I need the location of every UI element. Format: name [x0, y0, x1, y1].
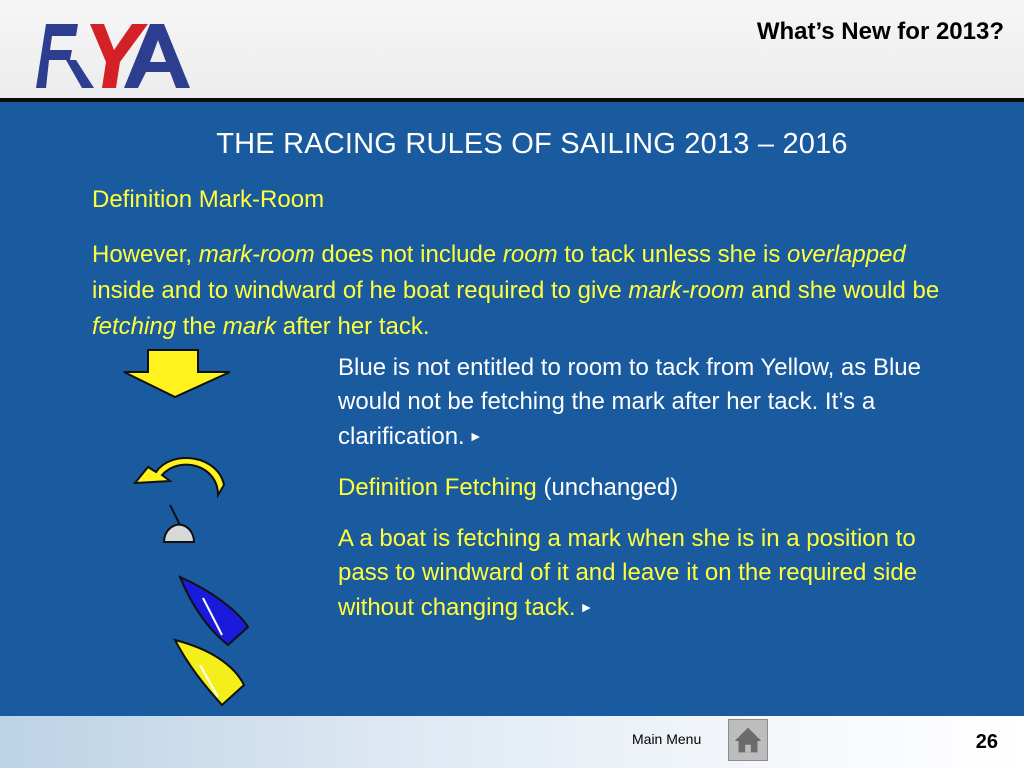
fetching-definition-text: A a boat is fetching a mark when she is in a position to pass to windward of it and leave it on the required side without changing tack.	[338, 525, 918, 621]
para-text: does not include	[314, 241, 503, 268]
home-door	[745, 745, 751, 753]
main-menu-link[interactable]: Main Menu	[632, 731, 702, 747]
home-icon	[729, 720, 767, 760]
para-italic: room	[502, 241, 558, 268]
play-triangle-icon[interactable]: ►	[468, 428, 483, 444]
mark-room-paragraph	[92, 237, 972, 345]
yellow-boat-icon	[175, 640, 244, 705]
tack-arrow-icon	[135, 458, 224, 495]
para-text: However,	[92, 241, 199, 268]
fetching-heading	[338, 471, 958, 505]
definition-heading: Definition Mark-Room	[92, 186, 325, 213]
fetching-heading-label: Definition Fetching	[338, 474, 537, 501]
para-text: the	[176, 313, 223, 340]
mark-buoy-icon	[164, 525, 194, 542]
logo-r-shape	[36, 24, 78, 88]
clarification-text: Blue is not entitled to room to tack from Yellow, as Blue would not be fetching the mark after her tack. It’s a clarification.	[338, 354, 921, 450]
para-text: to tack unless she is	[557, 241, 788, 268]
para-text: after her tack.	[276, 313, 430, 340]
para-italic: overlapped	[787, 241, 906, 268]
page-number: 26	[975, 731, 998, 753]
blue-boat-icon	[180, 577, 248, 645]
clarification-note	[338, 351, 938, 454]
para-italic: mark	[222, 313, 277, 340]
fetching-definition	[338, 522, 918, 625]
para-italic: mark-room	[628, 277, 745, 304]
para-text: inside and to windward of he boat required to give	[92, 277, 629, 304]
mark-line	[170, 505, 180, 525]
sailing-diagram	[100, 345, 300, 715]
header-title: What’s New for 2013?	[756, 18, 1004, 45]
para-italic: fetching	[92, 313, 177, 340]
play-triangle-icon[interactable]: ►	[579, 599, 594, 615]
home-button[interactable]	[728, 719, 768, 761]
para-italic: mark-room	[198, 241, 315, 268]
wind-arrow-icon	[124, 350, 230, 397]
slide-title: THE RACING RULES OF SAILING 2013 – 2016	[216, 128, 848, 160]
fetching-note: (unchanged)	[536, 474, 679, 501]
logo-text: RYA	[32, 14, 34, 15]
rya-logo	[32, 14, 197, 90]
para-text: and she would be	[744, 277, 940, 304]
slide-footer	[0, 716, 1024, 768]
logo-r-leg	[66, 60, 94, 88]
